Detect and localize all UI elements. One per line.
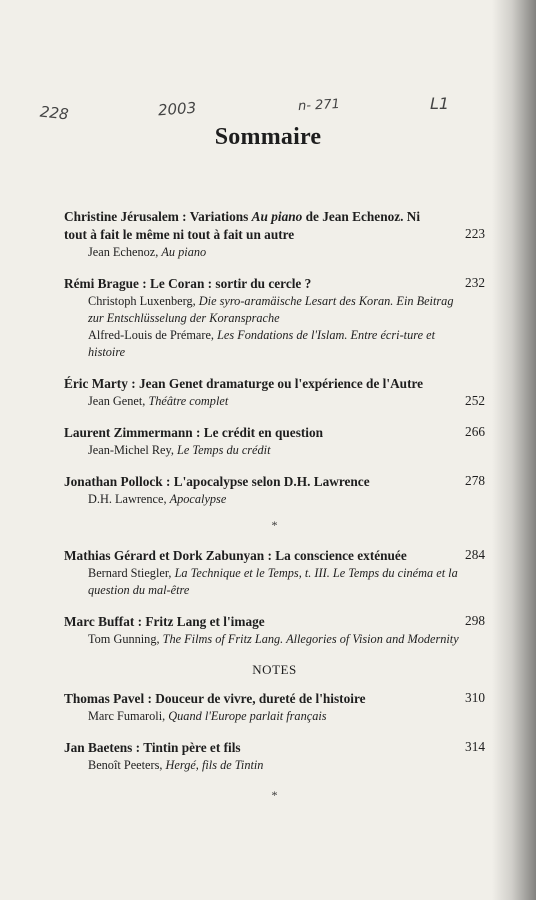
work-author: Christoph Luxenberg, xyxy=(88,294,199,308)
entry-heading xyxy=(64,375,485,393)
page-number: 314 xyxy=(465,739,485,754)
entry-heading xyxy=(64,547,485,565)
entry-title: La conscience exténuée xyxy=(275,548,407,563)
toc-entry xyxy=(64,613,485,648)
reviewed-work xyxy=(88,293,485,327)
page-number: 278 xyxy=(465,473,485,488)
work-title: La Technique et le Temps, t. III. Le Temps du cinéma et la question du mal-être xyxy=(88,566,458,597)
work-title: Le Temps du crédit xyxy=(177,443,271,457)
work-title: Quand l'Europe parlait français xyxy=(168,709,327,723)
toc-entry xyxy=(64,739,485,774)
work-title: Die syro-aramäische Lesart des Koran. Ein Beitrag zur Entschlüsselung der Koransprache xyxy=(88,294,454,325)
entry-heading xyxy=(64,473,485,491)
entry-heading xyxy=(64,208,485,244)
toc-entry xyxy=(64,690,485,725)
page-number: 310 xyxy=(465,690,485,705)
toc-entry xyxy=(64,473,485,508)
entry-title: L'apocalypse selon D.H. Lawrence xyxy=(173,474,370,489)
entry-title: Le Coran : sortir du cercle ? xyxy=(150,276,312,291)
work-author: Benoît Peeters, xyxy=(88,758,166,772)
entry-heading xyxy=(64,275,485,293)
entry-author: Éric Marty : xyxy=(64,376,136,391)
work-author: Jean-Michel Rey, xyxy=(88,443,178,457)
page-number: 232 xyxy=(465,275,485,290)
work-title: Les Fondations de l'Islam. Entre écri-ture et histoire xyxy=(88,328,435,359)
work-title: Hergé, fils de Tintin xyxy=(165,758,264,772)
work-author: Marc Fumaroli, xyxy=(88,709,169,723)
entry-heading xyxy=(64,690,485,708)
entry-heading xyxy=(64,739,485,757)
work-title: Apocalypse xyxy=(169,492,227,506)
reviewed-work xyxy=(88,327,485,361)
reviewed-work xyxy=(88,393,485,410)
entry-title: de Jean Echenoz. Ni tout à fait le même ni tout à fait un autre xyxy=(64,209,421,242)
separator-asterisk: * xyxy=(271,518,278,532)
entry-author: Jonathan Pollock : xyxy=(64,474,171,489)
separator-asterisk: * xyxy=(271,788,278,802)
toc-entry xyxy=(64,424,485,459)
handwritten-note: L1 xyxy=(430,94,450,113)
entry-title: Tintin père et fils xyxy=(143,740,241,755)
page-number: 252 xyxy=(465,393,485,408)
handwritten-note: n- 271 xyxy=(297,96,341,115)
work-author: D.H. Lawrence, xyxy=(88,492,170,506)
entry-author: Christine Jérusalem : xyxy=(64,209,187,224)
entry-author: Mathias Gérard et Dork Zabunyan : xyxy=(64,548,272,563)
entry-title: Fritz Lang et l'image xyxy=(145,614,265,629)
entry-title: Variations xyxy=(189,209,252,224)
page-number: 298 xyxy=(465,613,485,628)
reviewed-work xyxy=(88,708,485,725)
work-title: Au piano xyxy=(161,245,207,259)
reviewed-work xyxy=(88,631,485,648)
work-author: Tom Gunning, xyxy=(88,632,163,646)
entry-author: Laurent Zimmermann : xyxy=(64,425,201,440)
work-author: Jean Echenoz, xyxy=(88,245,162,259)
toc-entry xyxy=(64,547,485,599)
entry-title: Le crédit en question xyxy=(203,425,324,440)
reviewed-work xyxy=(88,244,485,261)
entry-heading xyxy=(64,613,485,631)
toc-entry xyxy=(64,375,485,410)
work-title: The Films of Fritz Lang. Allegories of Vision and Modernity xyxy=(162,632,459,646)
page-number: 223 xyxy=(465,226,485,241)
entry-title: Douceur de vivre, dureté de l'histoire xyxy=(155,691,366,706)
reviewed-work xyxy=(88,757,485,774)
work-author: Jean Genet, xyxy=(88,394,149,408)
reviewed-work xyxy=(88,565,485,599)
work-author: Bernard Stiegler, xyxy=(88,566,175,580)
reviewed-work xyxy=(88,442,485,459)
table-of-contents xyxy=(64,208,485,817)
entry-title-italic: Au piano xyxy=(251,209,303,224)
entry-author: Marc Buffat : xyxy=(64,614,143,629)
work-author: Alfred-Louis de Prémare, xyxy=(88,328,218,342)
handwritten-note: 228 xyxy=(39,102,70,124)
entry-author: Rémi Brague : xyxy=(64,276,147,291)
page-title: Sommaire xyxy=(214,124,322,150)
page-number: 284 xyxy=(465,547,485,562)
toc-entry xyxy=(64,275,485,361)
entry-author: Jan Baetens : xyxy=(64,740,141,755)
entry-heading xyxy=(64,424,485,442)
handwritten-note: 2003 xyxy=(157,98,197,120)
work-title: Théâtre complet xyxy=(148,394,229,408)
notes-heading: NOTES xyxy=(252,662,297,677)
entry-author: Thomas Pavel : xyxy=(64,691,152,706)
reviewed-work xyxy=(88,491,485,508)
toc-entry xyxy=(64,208,485,261)
page-number: 266 xyxy=(465,424,485,439)
entry-title: Jean Genet dramaturge ou l'expérience de l'Autre xyxy=(138,376,424,391)
